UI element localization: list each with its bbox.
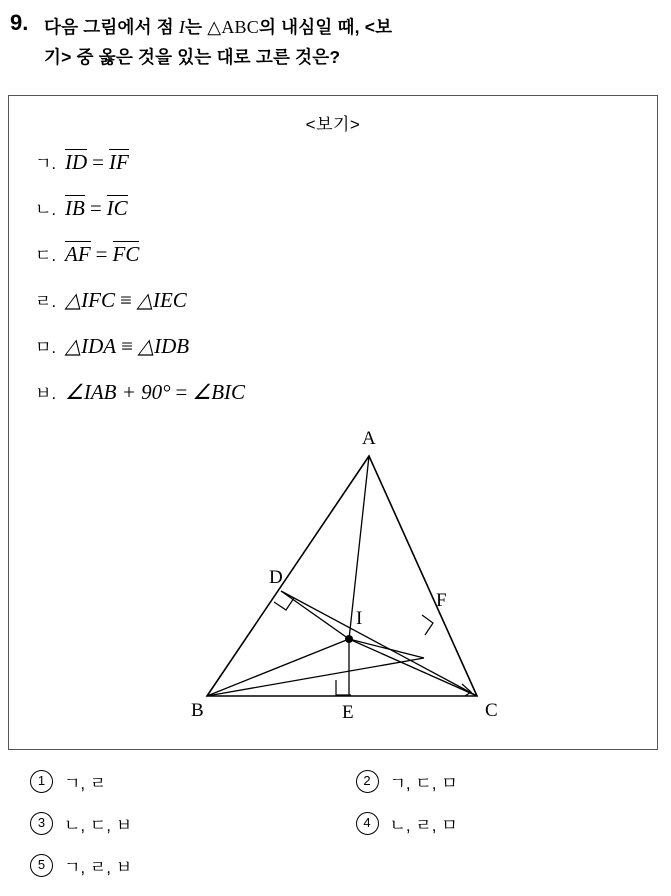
question-number: 9. <box>10 10 29 35</box>
label-B: B <box>191 700 204 721</box>
statement-operator: = <box>92 150 105 174</box>
statement-operator: = <box>89 196 102 220</box>
triangle-outline <box>207 456 477 696</box>
incenter-point <box>345 635 353 643</box>
label-D: D <box>269 567 283 588</box>
triangle-incenter-figure <box>159 426 639 736</box>
question-line1-suffix: 의 내심일 때, <보 <box>258 17 393 37</box>
right-angle-marks <box>274 598 471 696</box>
statement-body <box>65 241 139 267</box>
statement-left: △IDA <box>65 334 117 358</box>
label-F: F <box>436 590 447 611</box>
statement-right: △IDB <box>137 334 190 358</box>
question-line1-mid: 는 <box>185 17 208 37</box>
option-5-label: ㄱ, ㄹ, ㅂ <box>64 857 133 877</box>
statement-item <box>35 287 657 333</box>
option-row <box>8 844 663 886</box>
statement-right: IF <box>109 150 129 174</box>
statement-operator: = <box>175 380 188 404</box>
option-5[interactable] <box>8 853 350 878</box>
option-5-number: 5 <box>30 854 53 877</box>
option-2-number: 2 <box>356 770 379 793</box>
label-E: E <box>342 702 354 723</box>
option-1-label: ㄱ, ㄹ <box>64 773 107 793</box>
option-4-number: 4 <box>356 812 379 835</box>
statement-item <box>35 195 657 241</box>
statement-right: ∠BIC <box>192 380 246 404</box>
option-1-number: 1 <box>30 770 53 793</box>
option-1[interactable] <box>8 769 338 794</box>
label-I: I <box>356 608 363 629</box>
statement-item <box>35 333 657 379</box>
incenter-segments <box>207 456 477 696</box>
statement-right: FC <box>112 242 140 266</box>
option-4-label: ㄴ, ㄹ, ㅁ <box>389 815 458 835</box>
boxed-content <box>8 95 658 750</box>
statement-body <box>65 195 128 221</box>
statement-marker: ㄷ. <box>35 246 57 265</box>
statement-body <box>65 288 187 313</box>
statement-left: AF <box>65 242 91 266</box>
option-2-label: ㄱ, ㄷ, ㅁ <box>389 773 458 793</box>
statement-item <box>35 379 657 425</box>
statement-left: ID <box>65 150 88 174</box>
question-triangle-abc: △ABC <box>207 17 259 37</box>
question-point-label: I <box>178 17 186 37</box>
label-A: A <box>362 428 376 449</box>
question-header <box>0 0 671 72</box>
statement-item <box>35 149 657 195</box>
answer-options <box>8 760 663 886</box>
statement-operator: = <box>95 242 108 266</box>
statement-right: IC <box>106 196 128 220</box>
statement-marker: ㄱ. <box>35 154 57 173</box>
option-3-number: 3 <box>30 812 53 835</box>
statement-left: △IFC <box>65 288 115 312</box>
statement-list <box>9 149 657 425</box>
statement-left: ∠IAB + 90° <box>65 380 171 404</box>
option-4[interactable] <box>338 811 664 836</box>
box-title: <보기> <box>305 115 361 134</box>
option-3[interactable] <box>8 811 338 836</box>
label-C: C <box>485 700 498 721</box>
statement-body <box>65 380 245 405</box>
question-line2: 기> 중 옳은 것을 있는 대로 고른 것은? <box>44 47 341 67</box>
option-3-label: ㄴ, ㄷ, ㅂ <box>64 815 133 835</box>
statement-body <box>65 149 129 175</box>
option-2[interactable] <box>338 769 664 794</box>
statement-operator: ≡ <box>119 288 132 312</box>
statement-right: △IEC <box>136 288 187 312</box>
statement-operator: ≡ <box>121 334 133 358</box>
option-row <box>8 760 663 802</box>
question-text <box>44 10 392 72</box>
option-row <box>8 802 663 844</box>
statement-marker: ㄹ. <box>35 292 57 311</box>
figure-svg <box>159 426 639 736</box>
statement-left: IB <box>65 196 85 220</box>
statement-item <box>35 241 657 287</box>
statement-body <box>65 334 189 359</box>
statement-marker: ㅂ. <box>35 384 57 403</box>
statement-marker: ㅁ. <box>35 338 57 357</box>
question-line1-prefix: 다음 그림에서 점 <box>44 17 179 37</box>
statement-marker: ㄴ. <box>35 200 57 219</box>
